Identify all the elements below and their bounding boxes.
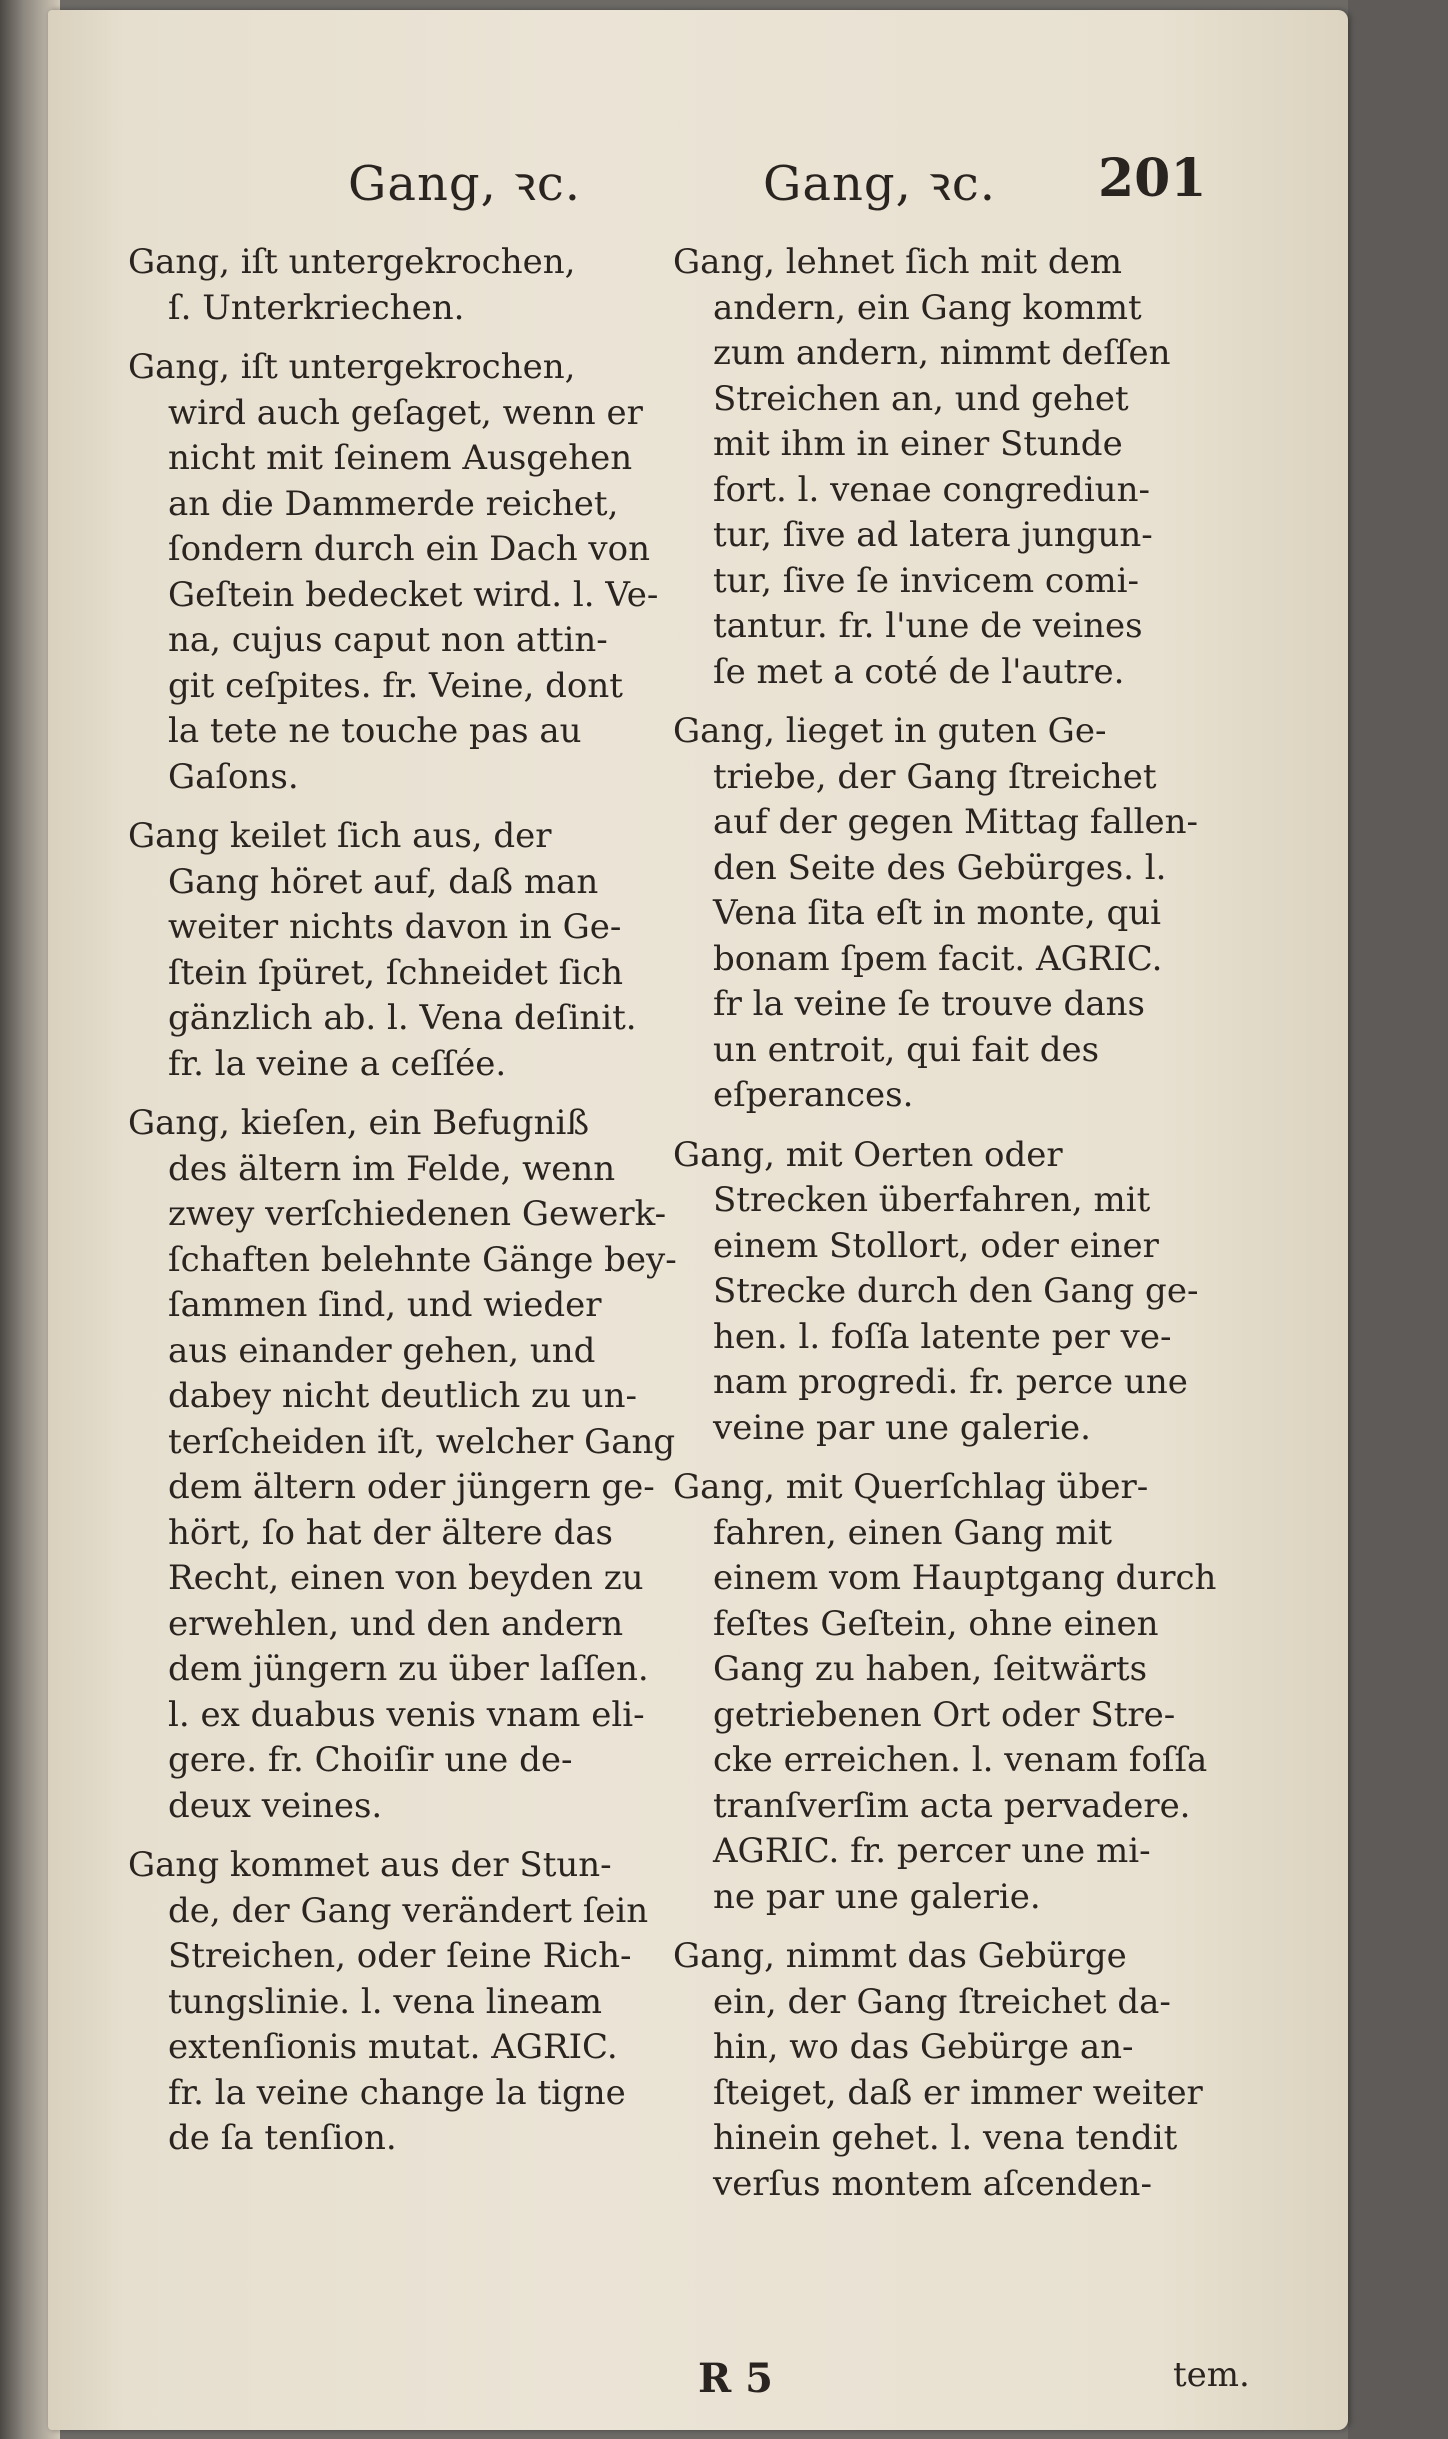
page-number: 201 [1098,148,1207,209]
entry-line: tur, ſive ſe invicem comi- [713,560,1139,601]
printer-signature: R 5 [698,2355,773,2402]
entry-line: Strecken überfahren, mit [713,1180,1151,1220]
entry-line: einem Stollort, oder einer [713,1225,1159,1266]
entry-line: git ceſpites. fr. Veine, dont [168,665,623,706]
entry-line: veine par une galerie. [713,1407,1091,1448]
entry-line: ſe met a coté de l'autre. [713,651,1125,692]
entry-line: an die Dammerde reichet, [168,483,619,524]
entry-line: AGRIC. fr. percer une mi- [713,1831,1151,1871]
right-text-column [673,240,1273,2221]
dictionary-entry [673,1133,1273,1452]
entry-line: weiter nichts davon in Ge- [168,907,622,947]
entry-line: l. ex duabus venis vnam eli- [168,1694,645,1735]
entry-line: Strecke durch den Gang ge- [713,1271,1199,1311]
entry-line: ein, der Gang ſtreichet da- [713,1981,1171,2022]
entry-line: Recht, einen von beyden zu [168,1558,644,1598]
entry-line: deux veines. [168,1785,383,1826]
entry-headword-line: Gang, mit Querſchlag über- [673,1467,1149,1507]
entry-line: fr. la veine a ceſſée. [168,1043,507,1084]
dictionary-entry [673,1934,1273,2207]
entry-line: ſtein ſpüret, ſchneidet ſich [168,952,624,993]
entry-line: mit ihm in einer Stunde [713,424,1123,464]
entry-line: dem ältern oder jüngern ge- [168,1467,655,1507]
entry-headword-line: Gang keilet ſich aus, der [128,816,552,856]
entry-line: tur, ſive ad latera jungun- [713,515,1153,555]
entry-line: erwehlen, und den andern [168,1603,624,1644]
entry-line: hin, wo das Gebürge an- [713,2027,1134,2067]
left-text-column [128,240,708,2176]
dictionary-entry [128,1843,708,2162]
dictionary-entry [128,240,708,331]
entry-line: Geſtein bedecket wird. l. Ve- [168,574,659,615]
entry-line: Gang zu haben, ſeitwärts [713,1649,1148,1689]
entry-line: ſondern durch ein Dach von [168,529,651,569]
entry-line: de ſa tenſion. [168,2118,397,2158]
dictionary-entry [673,1465,1273,1920]
entry-line: extenſionis mutat. AGRIC. [168,2027,618,2067]
entry-line: fahren, einen Gang mit [713,1512,1113,1553]
entry-line: terſcheiden iſt, welcher Gang [168,1421,676,1462]
entry-line: dem jüngern zu über laſſen. [168,1649,649,1689]
entry-line: den Seite des Gebürges. l. [713,847,1167,888]
dictionary-entry [673,240,1273,695]
entry-line: ſchaften belehnte Gänge bey- [168,1239,677,1280]
right-running-head: Gang, ꝛc. [763,156,997,212]
background-edge [1348,0,1448,2439]
entry-line: bonam ſpem facit. AGRIC. [713,938,1163,979]
entry-line: fr la veine ſe trouve dans [713,984,1145,1024]
entry-line: dabey nicht deutlich zu un- [168,1376,637,1416]
entry-line: nicht mit ſeinem Ausgehen [168,438,633,478]
entry-line: andern, ein Gang kommt [713,287,1142,328]
entry-line: ſ. Unterkriechen. [168,287,465,328]
entry-line: tantur. fr. l'une de veines [713,606,1143,646]
entry-line: cke erreichen. l. venam foſſa [713,1740,1208,1780]
entry-line: ſteiget, daß er immer weiter [713,2072,1203,2113]
entry-line: tranſverſim acta pervadere. [713,1785,1191,1826]
entry-line: na, cujus caput non attin- [168,620,608,660]
entry-line: ne par une galerie. [713,1876,1041,1917]
entry-line: eſperances. [713,1075,914,1115]
running-header [48,150,1348,230]
entry-line: Gaſons. [168,756,299,797]
entry-line: gere. fr. Choiſir une de- [168,1740,573,1780]
entry-headword-line: Gang, nimmt das Gebürge [673,1936,1127,1976]
entry-headword-line: Gang, lehnet ſich mit dem [673,242,1123,282]
entry-line: de, der Gang verändert ſein [168,1890,649,1931]
book-page [48,10,1348,2430]
entry-line: Streichen, oder ſeine Rich- [168,1936,632,1976]
entry-line: tungslinie. l. vena lineam [168,1981,602,2022]
dictionary-entry [128,345,708,800]
entry-headword-line: Gang, mit Oerten oder [673,1134,1063,1175]
entry-line: Vena ſita eſt in monte, qui [713,893,1162,933]
entry-line: ſammen ſind, und wieder [168,1285,602,1325]
entry-line: verſus montem aſcenden- [713,2163,1152,2204]
entry-line: gänzlich ab. l. Vena deſinit. [168,998,637,1038]
left-running-head: Gang, ꝛc. [348,156,582,212]
entry-line: einem vom Hauptgang durch [713,1558,1217,1598]
entry-line: hen. l. foſſa latente per ve- [713,1316,1172,1357]
dictionary-entry [673,709,1273,1119]
entry-line: fr. la veine change la tigne [168,2072,626,2113]
dictionary-entry [128,814,708,1087]
catchword: tem. [1173,2355,1250,2395]
entry-line: wird auch geſaget, wenn er [168,392,643,433]
entry-headword-line: Gang, iſt untergekrochen, [128,242,576,282]
entry-headword-line: Gang, iſt untergekrochen, [128,347,576,387]
entry-line: nam progredi. fr. perce une [713,1362,1188,1402]
entry-line: des ältern im Felde, wenn [168,1148,616,1189]
entry-headword-line: Gang, lieget in guten Ge- [673,711,1107,751]
entry-line: Streichen an, und gehet [713,378,1129,419]
entry-headword-line: Gang kommet aus der Stun- [128,1845,612,1885]
entry-headword-line: Gang, kieſen, ein Befugniß [128,1103,590,1143]
entry-line: getriebenen Ort oder Stre- [713,1694,1176,1735]
entry-line: hinein gehet. l. vena tendit [713,2118,1178,2158]
entry-line: zwey verſchiedenen Gewerk- [168,1194,667,1234]
entry-line: auf der gegen Mittag fallen- [713,802,1198,842]
entry-line: la tete ne touche pas au [168,711,582,751]
entry-line: Gang höret auf, daß man [168,861,599,902]
entry-line: un entroit, qui fait des [713,1029,1100,1070]
entry-line: feſtes Geſtein, ohne einen [713,1603,1159,1644]
entry-line: zum andern, nimmt deſſen [713,333,1171,373]
entry-line: fort. l. venae congrediun- [713,469,1150,510]
dictionary-entry [128,1101,708,1829]
entry-line: hört, ſo hat der ältere das [168,1512,613,1553]
entry-line: aus einander gehen, und [168,1330,596,1371]
entry-line: triebe, der Gang ſtreichet [713,756,1157,797]
